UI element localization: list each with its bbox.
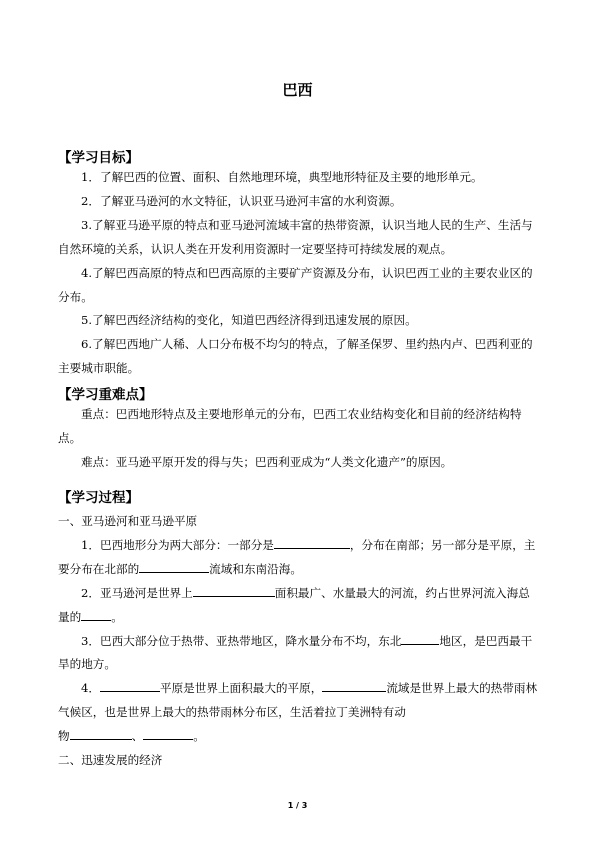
answer-blank[interactable] bbox=[81, 608, 111, 621]
focus-text: 重点：巴西地形特点及主要地形单元的分布，巴西工农业结构变化和目前的经济结构特点。 bbox=[58, 407, 522, 445]
goal-item: 5.了解巴西经济结构的变化，知道巴西经济得到迅速发展的原因。 bbox=[81, 313, 417, 328]
goal-item: 6.了解巴西地广人稀、人口分布极不均匀的特点，了解圣保罗、里约热内卢、巴西利亚的主要城市职能。 bbox=[58, 337, 533, 376]
keypoints-heading: 【学习重难点】 bbox=[58, 387, 153, 403]
answer-blank[interactable] bbox=[70, 727, 132, 740]
page-number: 1 / 3 bbox=[287, 801, 308, 810]
question-3: 3．巴西大部分位于热带、亚热带地区，降水量分布不均，东北 地区，是巴西最干旱的地方。 bbox=[58, 633, 533, 672]
answer-blank[interactable] bbox=[193, 584, 275, 597]
answer-blank[interactable] bbox=[100, 679, 160, 692]
part1-title: 一、亚马逊河和亚马逊平原 bbox=[58, 514, 198, 528]
answer-blank[interactable] bbox=[322, 679, 386, 692]
goals-heading: 【学习目标】 bbox=[58, 150, 139, 166]
goal-item: 4.了解巴西高原的特点和巴西高原的主要矿产资源及分布，认识巴西工业的主要农业区的分布。 bbox=[58, 265, 533, 304]
goal-item: 3.了解亚马逊平原的特点和亚马逊河流域丰富的热带资源，认识当地人民的生产、生活与自然环境的关系，认识人类在开发利用资源时一定要坚持可持续发展的观点。 bbox=[58, 217, 533, 256]
part2-title: 二、迅速发展的经济 bbox=[58, 753, 163, 768]
goals-list bbox=[58, 166, 540, 381]
process-heading: 【学习过程】 bbox=[58, 490, 139, 506]
answer-blank[interactable] bbox=[401, 632, 439, 645]
answer-blank[interactable] bbox=[143, 727, 193, 740]
process-block bbox=[58, 510, 540, 773]
question-1: 1．巴西地形分为两大部分：一部分是 ，分布在南部；另一部分是平原，主要分布在北部的 流域和东南沿海。 bbox=[58, 537, 536, 576]
goal-item: 2．了解亚马逊河的水文特征，认识亚马逊河丰富的水利资源。 bbox=[81, 193, 402, 208]
goal-item: 1．了解巴西的位置、面积、自然地理环境，典型地形特征及主要的地形单元。 bbox=[81, 170, 483, 184]
document-title: 巴西 bbox=[282, 81, 313, 99]
question-4-cont: 物 、 。 bbox=[58, 729, 205, 744]
answer-blank[interactable] bbox=[274, 536, 350, 549]
answer-blank[interactable] bbox=[139, 560, 209, 573]
difficulty-text: 难点：亚马逊平原开发的得与失；巴西利亚成为“人类文化遗产”的原因。 bbox=[81, 454, 453, 469]
keypoints-block bbox=[58, 403, 540, 475]
question-2: 2．亚马逊河是世界上 面积最广、水量最大的河流，约占世界河流入海总量的 。 bbox=[58, 585, 530, 624]
question-4: 4． 平原是世界上面积最大的平原， 流域是世界上最大的热带雨林气候区，也是世界上最大的热带雨林分布区，生活着拉丁美洲特有动 bbox=[58, 681, 538, 720]
